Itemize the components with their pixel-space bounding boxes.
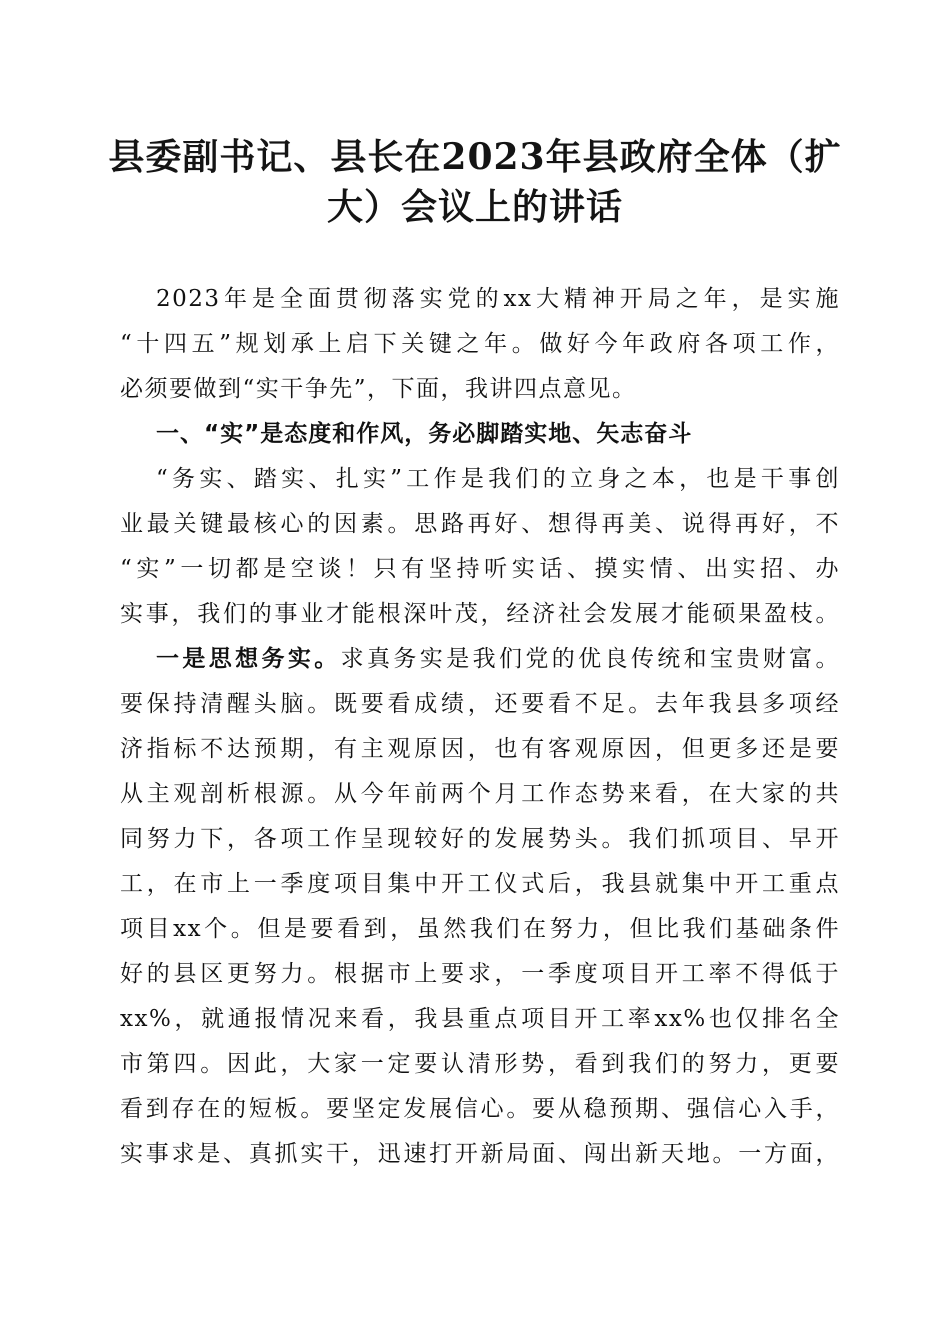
point-line: xx%，就通报情况来看，我县重点项目开工率xx%也仅排名全 [120,1006,840,1032]
point-lead: 一是思想务实。 [156,646,341,672]
section-heading: 一、“实”是态度和作风，务必脚踏实地、矢志奋斗 [156,421,693,447]
point-line: 看到存在的短板。要坚定发展信心。要从稳预期、强信心入手， [120,1096,840,1122]
point-line: 要保持清醒头脑。既要看成绩，还要看不足。去年我县多项经 [120,691,840,717]
intro-line: 2023年是全面贯彻落实党的xx大精神开局之年，是实施 [156,286,840,312]
point-line: 工，在市上一季度项目集中开工仪式后，我县就集中开工重点 [120,871,840,897]
intro-line: “十四五”规划承上启下关键之年。做好今年政府各项工作， [120,331,840,357]
point-line: 济指标不达预期，有主观原因，也有客观原因，但更多还是要 [120,736,840,762]
point-line: 从主观剖析根源。从今年前两个月工作态势来看，在大家的共 [120,781,840,807]
point-line: 实事求是、真抓实干，迅速打开新局面、闯出新天地。一方面， [120,1141,840,1167]
title-line-2: 大）会议上的讲话 [326,186,623,228]
section-paragraph-line: 业最关键最核心的因素。思路再好、想得再美、说得再好，不 [120,511,840,537]
point-line: 好的县区更努力。根据市上要求，一季度项目开工率不得低于 [120,961,840,987]
point-line: 项目xx个。但是要看到，虽然我们在努力，但比我们基础条件 [120,916,840,942]
section-paragraph-line: “实”一切都是空谈！只有坚持听实话、摸实情、出实招、办 [120,556,840,582]
point-line: 同努力下，各项工作呈现较好的发展势头。我们抓项目、早开 [120,826,840,852]
document-body [120,277,840,1177]
point-first-rest: 求真务实是我们党的优良传统和宝贵财富。 [340,646,840,672]
point-line: 市第四。因此，大家一定要认清形势，看到我们的努力，更要 [120,1051,840,1077]
point-first-line [120,637,840,682]
section-paragraph-line: “务实、踏实、扎实”工作是我们的立身之本，也是干事创 [156,466,840,492]
section-paragraph-line: 实事，我们的事业才能根深叶茂，经济社会发展才能硕果盈枝。 [120,601,840,627]
intro-line: 必须要做到“实干争先”，下面，我讲四点意见。 [120,376,637,402]
title-line-1: 县委副书记、县长在2023年县政府全体（扩 [108,136,842,178]
document-title [100,132,850,232]
